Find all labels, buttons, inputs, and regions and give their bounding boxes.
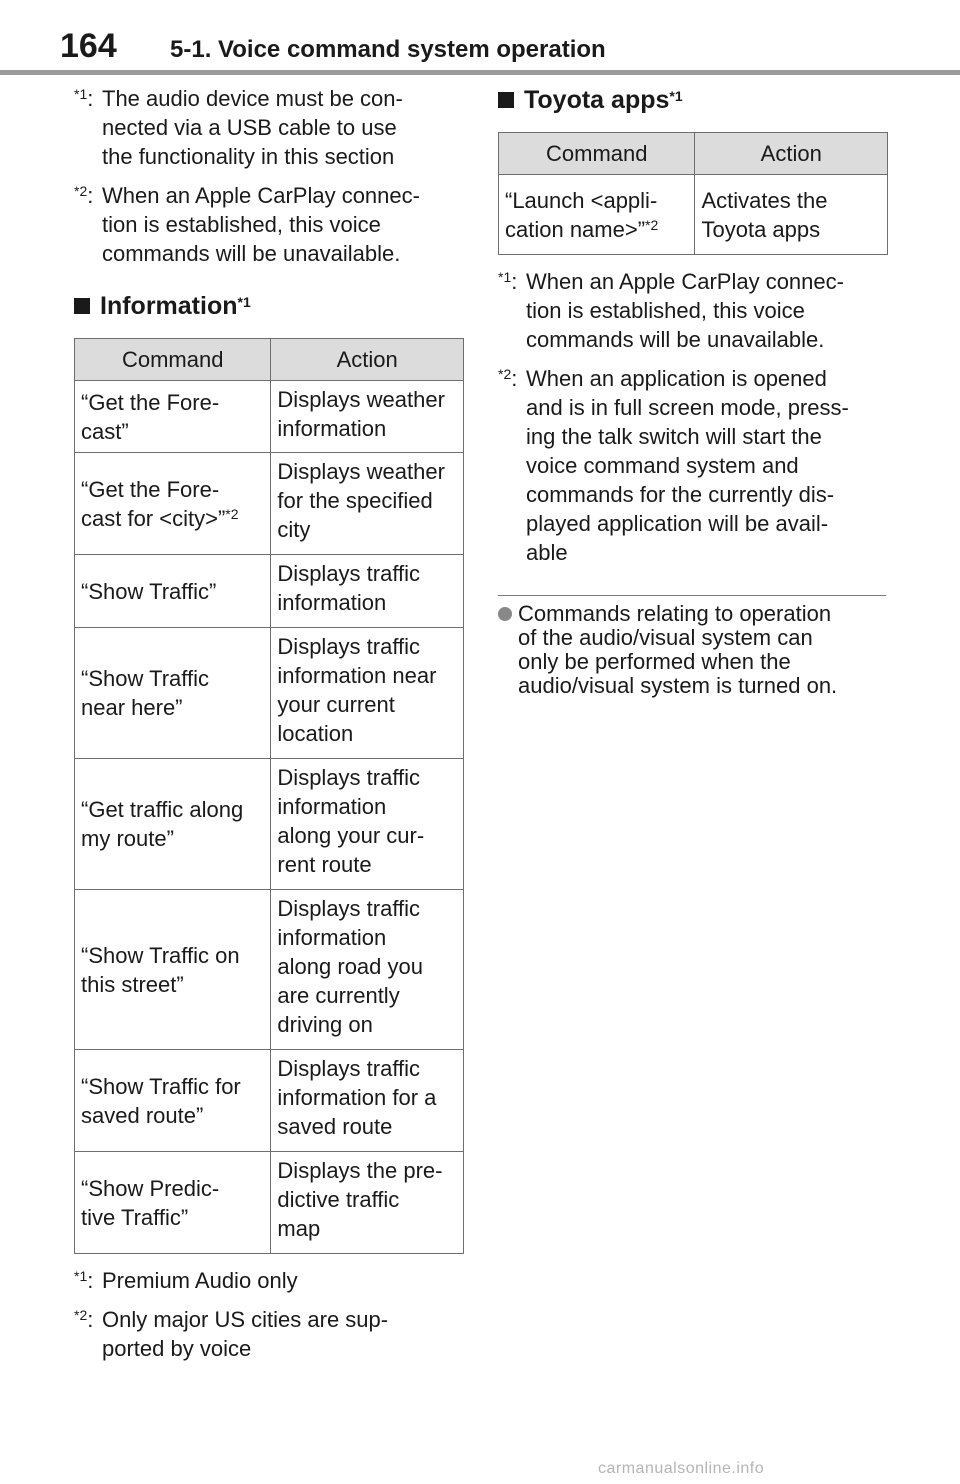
footnote-text: When an application is opened and is in full screen mode, press- ing the talk switch will start the voice command system and commands for the currently dis- played application will be avail- able: [526, 366, 849, 565]
toyota-apps-heading: [498, 84, 888, 116]
bullet-dot-icon: [498, 607, 512, 621]
operation-note: [498, 602, 888, 698]
table-row: [75, 1152, 464, 1254]
information-heading: [74, 290, 464, 322]
toyota-apps-footnotes: [498, 267, 888, 567]
section-title: 5-1. Voice command system operation: [170, 36, 606, 63]
table-row: [75, 1050, 464, 1152]
intro-note: [74, 84, 464, 171]
left-column: [74, 84, 464, 1373]
footnote-mark: $^{*1}$:: [74, 1268, 94, 1293]
footnote: [74, 1266, 464, 1295]
footnote-text: When an Apple CarPlay connec- tion is established, this voice commands will be unavailable.: [526, 269, 844, 352]
watermark: carmanualsonline.info: [598, 1460, 765, 1477]
operation-note-text: Commands relating to operation of the audio/visual system can only be performed when the audio/visual system is turned on.: [518, 601, 838, 698]
col-header-action: Action: [271, 339, 464, 381]
information-table: [74, 338, 464, 1254]
footnote-text: The audio device must be con- nected via a USB cable to use the functionality in this section: [102, 86, 403, 169]
footnote-mark: $^{*1}$:: [74, 86, 94, 111]
footnote: [498, 364, 888, 567]
table-row: [75, 381, 464, 453]
intro-note: [74, 181, 464, 268]
col-header-command: Command: [499, 133, 695, 175]
command-cell: “Get traffic along my route”: [75, 759, 271, 890]
footnote-mark: $^{*2}$:: [74, 183, 94, 208]
table-row: [75, 628, 464, 759]
command-cell: “Show Traffic on this street”: [75, 890, 271, 1050]
table-row: [75, 555, 464, 628]
command-cell: “Show Traffic near here”: [75, 628, 271, 759]
action-cell: Displays weather information: [271, 381, 464, 453]
footnote-mark: $^{*2}$:: [74, 1307, 94, 1332]
action-cell: Displays traffic information near your current location: [271, 628, 464, 759]
page-number: 164: [60, 27, 117, 65]
col-header-command: Command: [75, 339, 271, 381]
header-rule: [0, 70, 960, 75]
divider: [498, 595, 886, 596]
action-cell: Displays the pre- dictive traffic map: [271, 1152, 464, 1254]
command-cell: “Launch <appli- cation name>”$^{*2}$: [499, 175, 695, 255]
square-bullet-icon: [498, 92, 514, 108]
information-heading-text: Information$^{*1}$: [100, 292, 251, 320]
command-cell: “Show Predic- tive Traffic”: [75, 1152, 271, 1254]
intro-notes: [74, 84, 464, 268]
action-cell: Displays traffic information for a saved route: [271, 1050, 464, 1152]
command-cell: “Get the Fore- cast”: [75, 381, 271, 453]
page-header: [0, 0, 960, 76]
action-cell: Activates the Toyota apps: [695, 175, 888, 255]
footnote-text: Only major US cities are sup- ported by voice: [102, 1307, 389, 1361]
footnote-text: When an Apple CarPlay connec- tion is established, this voice commands will be unavailable.: [102, 183, 420, 266]
table-row: [75, 890, 464, 1050]
right-column: [498, 84, 888, 698]
command-cell: “Get the Fore- cast for <city>”$^{*2}$: [75, 453, 271, 555]
table-row: [75, 759, 464, 890]
square-bullet-icon: [74, 298, 90, 314]
command-cell: “Show Traffic”: [75, 555, 271, 628]
footnote-mark: $^{*2}$:: [498, 366, 518, 391]
action-cell: Displays traffic information: [271, 555, 464, 628]
command-cell: “Show Traffic for saved route”: [75, 1050, 271, 1152]
col-header-action: Action: [695, 133, 888, 175]
action-cell: Displays weather for the specified city: [271, 453, 464, 555]
toyota-apps-heading-text: Toyota apps$^{*1}$: [524, 86, 683, 114]
action-cell: Displays traffic information along road you are currently driving on: [271, 890, 464, 1050]
information-footnotes: [74, 1266, 464, 1363]
footnote: [74, 1305, 464, 1363]
footnote: [498, 267, 888, 354]
table-row: [499, 175, 888, 255]
footnote-text: Premium Audio only: [102, 1268, 298, 1293]
table-row: [75, 453, 464, 555]
toyota-apps-table: [498, 132, 888, 255]
action-cell: Displays traffic information along your cur- rent route: [271, 759, 464, 890]
footnote-mark: $^{*1}$:: [498, 269, 518, 294]
